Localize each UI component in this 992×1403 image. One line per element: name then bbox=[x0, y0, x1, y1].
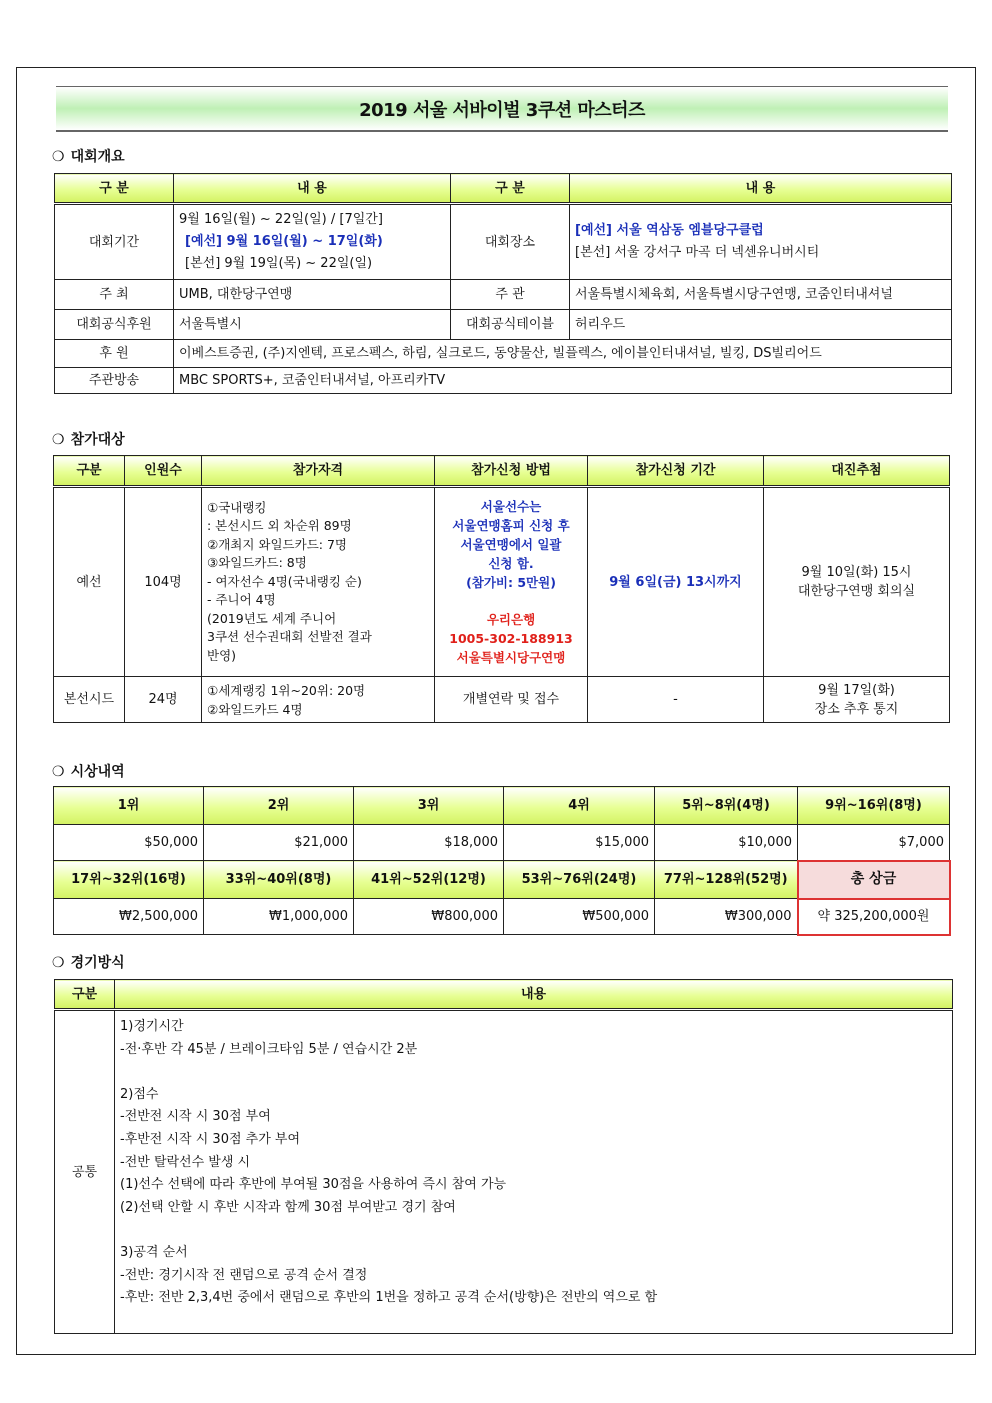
seed-qualification: ①세계랭킹 1위~20위: 20명 ②와일드카드 4명 bbox=[202, 677, 435, 723]
prize-rank-header: 53위~76위(24명) bbox=[504, 861, 655, 899]
section-overview-heading: ❍ 대회개요 bbox=[52, 149, 125, 165]
prelim-count: 104명 bbox=[125, 487, 202, 677]
organizer-label: 주 관 bbox=[451, 280, 570, 310]
prize-amount: ₩300,000 bbox=[655, 899, 798, 935]
header-type: 구분 bbox=[54, 456, 125, 487]
prize-rank-header: 3위 bbox=[354, 787, 504, 825]
sponsor-label: 후 원 bbox=[55, 340, 174, 368]
circle-bullet-icon: ❍ bbox=[52, 432, 65, 448]
header-draw: 대진추첨 bbox=[764, 456, 950, 487]
period-label: 대회기간 bbox=[55, 204, 174, 280]
seed-draw: 9월 17일(화) 장소 추후 통지 bbox=[764, 677, 950, 723]
prelim-type: 예선 bbox=[54, 487, 125, 677]
official-table-value: 허리우드 bbox=[570, 310, 952, 340]
seed-count: 24명 bbox=[125, 677, 202, 723]
participants-table bbox=[53, 455, 950, 723]
prize-amount: ₩800,000 bbox=[354, 899, 504, 935]
circle-bullet-icon: ❍ bbox=[52, 955, 65, 971]
circle-bullet-icon: ❍ bbox=[52, 149, 65, 165]
broadcast-value: MBC SPORTS+, 코줌인터내셔널, 아프리카TV bbox=[174, 368, 952, 394]
section-prizes-heading: ❍ 시상내역 bbox=[52, 764, 125, 780]
prize-rank-header: 4위 bbox=[504, 787, 655, 825]
period-line1: 9월 16일(월) ~ 22일(일) / [7일간] bbox=[179, 212, 383, 227]
prize-amount: $18,000 bbox=[354, 825, 504, 861]
prelim-qualification: ①국내랭킹 : 본선시드 외 차순위 89명 ②개최지 와일드카드: 7명 ③와일드카드: 8명 - 여자선수 4명(국내랭킹 순) - 주니어 4명 (2019년도 세계 주니어 3쿠션 선수권대회 선발전 결과 반영) bbox=[202, 487, 435, 677]
seed-type: 본선시드 bbox=[54, 677, 125, 723]
prize-amount: $7,000 bbox=[798, 825, 950, 861]
prize-rank-header: 9위~16위(8명) bbox=[798, 787, 950, 825]
rules-row-label: 공통 bbox=[55, 1010, 115, 1334]
prelim-draw: 9월 10일(화) 15시 대한당구연맹 회의실 bbox=[764, 487, 950, 677]
prize-amount: $15,000 bbox=[504, 825, 655, 861]
total-prize-value: 약 325,200,000원 bbox=[798, 899, 950, 935]
period-prelim: [예선] 9월 16일(월) ~ 17일(화) bbox=[185, 234, 383, 249]
organizer-value: 서울특별시체육회, 서울특별시당구연맹, 코줌인터내셔널 bbox=[570, 280, 952, 310]
header-category: 구 분 bbox=[451, 174, 570, 204]
prize-amount: ₩500,000 bbox=[504, 899, 655, 935]
prize-rank-header: 1위 bbox=[54, 787, 204, 825]
prize-rank-header: 77위~128위(52명) bbox=[655, 861, 798, 899]
rules-table bbox=[54, 979, 953, 1334]
header-period: 참가신청 기간 bbox=[588, 456, 764, 487]
header-content: 내 용 bbox=[570, 174, 952, 204]
venue-label: 대회장소 bbox=[451, 204, 570, 280]
prize-amount: $50,000 bbox=[54, 825, 204, 861]
host-value: UMB, 대한당구연맹 bbox=[174, 280, 451, 310]
host-label: 주 최 bbox=[55, 280, 174, 310]
prize-rank-header: 41위~52위(12명) bbox=[354, 861, 504, 899]
broadcast-label: 주관방송 bbox=[55, 368, 174, 394]
prize-amount: $21,000 bbox=[204, 825, 354, 861]
header-qualification: 참가자격 bbox=[202, 456, 435, 487]
overview-table bbox=[54, 173, 952, 394]
header-content: 내 용 bbox=[174, 174, 451, 204]
prelim-method-instructions: 서울선수는 서울연맹홈피 신청 후 서울연맹에서 일괄 신청 함. (참가비: 5만원) bbox=[452, 499, 570, 590]
prize-amount: ₩2,500,000 bbox=[54, 899, 204, 935]
prizes-table bbox=[53, 786, 951, 936]
prelim-bank-account: 우리은행 1005-302-188913 서울특별시당구연맹 bbox=[449, 612, 573, 665]
period-main: [본선] 9월 19일(목) ~ 22일(일) bbox=[185, 256, 373, 271]
prize-rank-header: 5위~8위(4명) bbox=[655, 787, 798, 825]
header-category: 구분 bbox=[55, 980, 115, 1010]
section-participants-heading: ❍ 참가대상 bbox=[52, 432, 125, 448]
prize-rank-header: 33위~40위(8명) bbox=[204, 861, 354, 899]
total-prize-label: 총 상금 bbox=[798, 861, 950, 899]
prize-rank-header: 2위 bbox=[204, 787, 354, 825]
header-method: 참가신청 방법 bbox=[435, 456, 588, 487]
venue-prelim: [예선] 서울 역삼동 엠블당구클럽 bbox=[575, 223, 764, 238]
official-table-label: 대회공식테이블 bbox=[451, 310, 570, 340]
prize-amount: ₩1,000,000 bbox=[204, 899, 354, 935]
header-category: 구 분 bbox=[55, 174, 174, 204]
prize-rank-header: 17위~32위(16명) bbox=[54, 861, 204, 899]
section-rules-heading: ❍ 경기방식 bbox=[52, 955, 125, 971]
rules-content: 1)경기시간 -전·후반 각 45분 / 브레이크타임 5분 / 연습시간 2분 2)점수 -전반전 시작 시 30점 부여 -후반전 시작 시 30점 추가 부여 -전반 탈락선수 발생 시 (1)선수 선택에 따라 후반에 부여될 30점을 사용하여 즉시 참여 가능 (2)선택 안할 시 후반 시작과 함께 30점 부여받고 경기 참여 3)공격 순서 -전반: 경기시작 전 랜덤으로 공격 순서 결정 -후반: 전반 2,3,4번 중에서 랜덤으로 후반의 1번을 정하고 공격 순서(방향)은 전반의 역으로 함 bbox=[115, 1010, 953, 1334]
prize-amount: $10,000 bbox=[655, 825, 798, 861]
seed-method: 개별연락 및 접수 bbox=[435, 677, 588, 723]
header-count: 인원수 bbox=[125, 456, 202, 487]
official-sponsor-value: 서울특별시 bbox=[174, 310, 451, 340]
seed-period: - bbox=[588, 677, 764, 723]
official-sponsor-label: 대회공식후원 bbox=[55, 310, 174, 340]
sponsor-value: 이베스트증권, (주)지엔텍, 프로스펙스, 하림, 실크로드, 동양물산, 빌플렉스, 에이블인터내셔널, 빌킹, DS빌리어드 bbox=[174, 340, 952, 368]
venue-main: [본선] 서울 강서구 마곡 더 넥센유니버시티 bbox=[575, 245, 820, 260]
circle-bullet-icon: ❍ bbox=[52, 764, 65, 780]
prelim-period: 9월 6일(금) 13시까지 bbox=[588, 487, 764, 677]
page-title: 2019 서울 서바이벌 3쿠션 마스터즈 bbox=[56, 86, 948, 132]
header-content: 내용 bbox=[115, 980, 953, 1010]
